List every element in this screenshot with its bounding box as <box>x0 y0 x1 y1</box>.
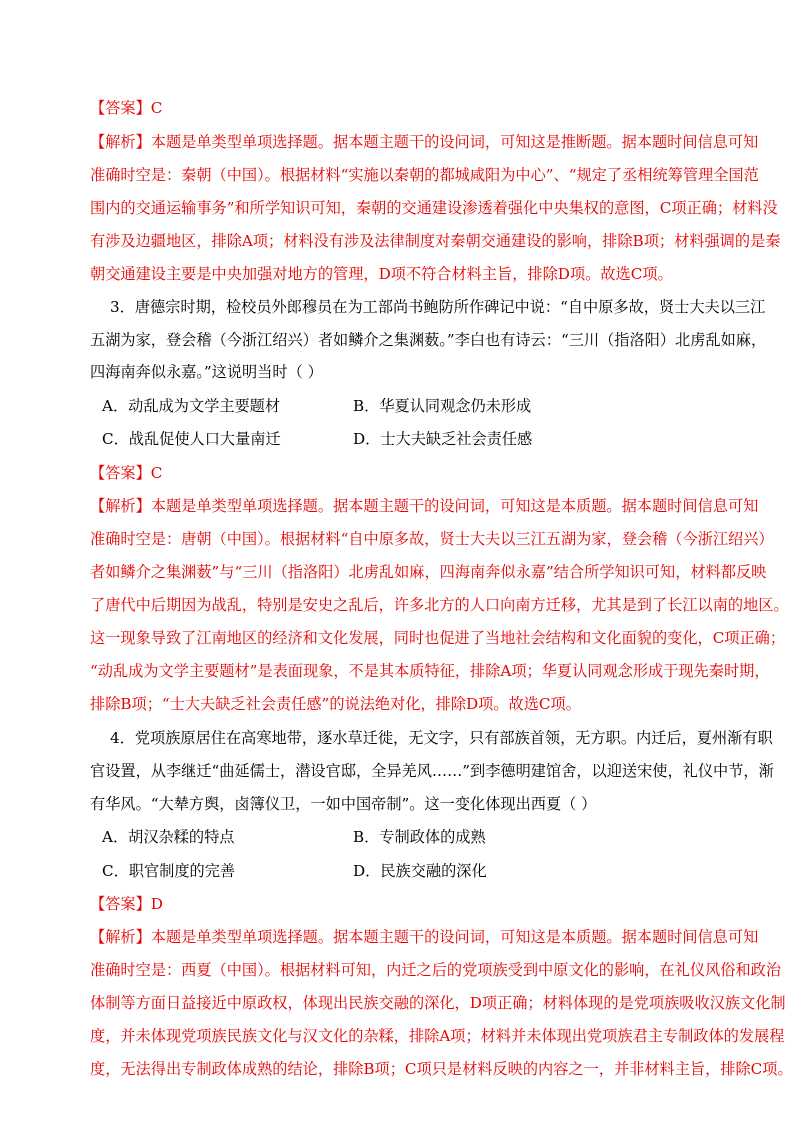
q4-option-c: C．职官制度的完善 <box>102 862 236 880</box>
q4-option-a: A．胡汉杂糅的特点 <box>102 828 235 846</box>
q2-analysis-line: 准确时空是：秦朝（中国）。根据材料“实施以秦朝的都城咸阳为中心”、“规定了丞相统筹管理全国范 <box>90 166 759 184</box>
q4-analysis-line: 准确时空是：西夏（中国）。根据材料可知，内迁之后的党项族受到中原文化的影响，在礼仪风俗和政治 <box>90 961 782 979</box>
q3-answer: 【答案】C <box>90 464 163 482</box>
q3-stem-line: 四海南奔似永嘉。”这说明当时（ ） <box>90 363 323 381</box>
q3-stem-line: 五湖为家，登会稽（今浙江绍兴）者如鳞介之集渊薮。”李白也有诗云：“三川（指洛阳）北虏乱如麻， <box>90 331 767 349</box>
q2-analysis-line: 有涉及边疆地区，排除A项；材料没有涉及法律制度对秦朝交通建设的影响，排除B项；材料强调的是秦 <box>90 232 781 250</box>
q4-stem-line: 4．党项族原居住在高寒地带，逐水草迁徙，无文字，只有部族首领，无方职。内迁后，夏州渐有职 <box>110 729 773 747</box>
q4-analysis-line: 【解析】本题是单类型单项选择题。据本题主题干的设问词，可知这是本质题。据本题时间信息可知 <box>90 928 759 946</box>
q4-answer: 【答案】D <box>90 895 163 913</box>
q2-analysis-line: 【解析】本题是单类型单项选择题。据本题主题干的设问词，可知这是推断题。据本题时间信息可知 <box>90 133 759 151</box>
q4-stem-line: 官设置，从李继迁“曲延儒士，潜设官邸，全异羌风……”到李德明建馆舍，以迎送宋使，礼仪中节，渐 <box>90 762 774 780</box>
q3-analysis-line: 这一现象导致了江南地区的经济和文化发展，同时也促进了当地社会结构和文化面貌的变化，C项正确； <box>90 629 786 647</box>
q3-option-d: D．士大夫缺乏社会责任感 <box>353 430 533 448</box>
q2-analysis-line: 围内的交通运输事务”和所学知识可知，秦朝的交通建设渗透着强化中央集权的意图，C项正确；材料没 <box>90 199 778 217</box>
q3-analysis-line: 准确时空是：唐朝（中国）。根据材料“自中原多故，贤士大夫以三江五湖为家，登会稽（今浙江绍兴） <box>90 530 774 548</box>
q3-analysis-line: 者如鳞介之集渊薮”与“三川（指洛阳）北虏乱如麻，四海南奔似永嘉”结合所学知识可知，材料都反映 <box>90 563 767 581</box>
q3-analysis-line: 排除B项；“士大夫缺乏社会责任感”的说法绝对化，排除D项。故选C项。 <box>90 695 581 713</box>
q4-analysis-line: 度，无法得出专制政体成熟的结论，排除B项；C项只是材料反映的内容之一，并非材料主旨，排除C项。 <box>90 1060 793 1078</box>
q3-stem-line: 3．唐德宗时期，检校员外郎穆员在为工部尚书鲍防所作碑记中说：“自中原多故，贤士大夫以三江 <box>110 298 766 316</box>
q4-analysis-line: 度，并未体现党项族民族文化与汉文化的杂糅，排除A项；材料并未体现出党项族君主专制政体的发展程 <box>90 1027 785 1045</box>
q4-analysis-line: 体制等方面日益接近中原政权，体现出民族交融的深化，D项正确；材料体现的是党项族吸收汉族文化制 <box>90 994 786 1012</box>
q3-option-a: A．动乱成为文学主要题材 <box>102 397 281 415</box>
q4-stem-line: 有华风。“大辇方舆，卤簿仪卫，一如中国帝制”。这一变化体现出西夏（ ） <box>90 795 597 813</box>
q3-analysis-line: 了唐代中后期因为战乱，特别是安史之乱后，许多北方的人口向南方迁移，尤其是到了长江以南的地区。 <box>90 596 789 614</box>
q4-option-d: D．民族交融的深化 <box>353 862 487 880</box>
q3-option-c: C．战乱促使人口大量南迁 <box>102 430 281 448</box>
q2-analysis-line: 朝交通建设主要是中央加强对地方的管理，D项不符合材料主旨，排除D项。故选C项。 <box>90 265 673 283</box>
q3-option-b: B．华夏认同观念仍未形成 <box>353 397 532 415</box>
q3-analysis-line: “动乱成为文学主要题材”是表面现象，不是其本质特征，排除A项；华夏认同观念形成于现先秦时期， <box>90 662 770 680</box>
q2-answer: 【答案】C <box>90 99 163 117</box>
q4-option-b: B．专制政体的成熟 <box>353 828 486 846</box>
q3-analysis-line: 【解析】本题是单类型单项选择题。据本题主题干的设问词，可知这是本质题。据本题时间信息可知 <box>90 497 759 515</box>
